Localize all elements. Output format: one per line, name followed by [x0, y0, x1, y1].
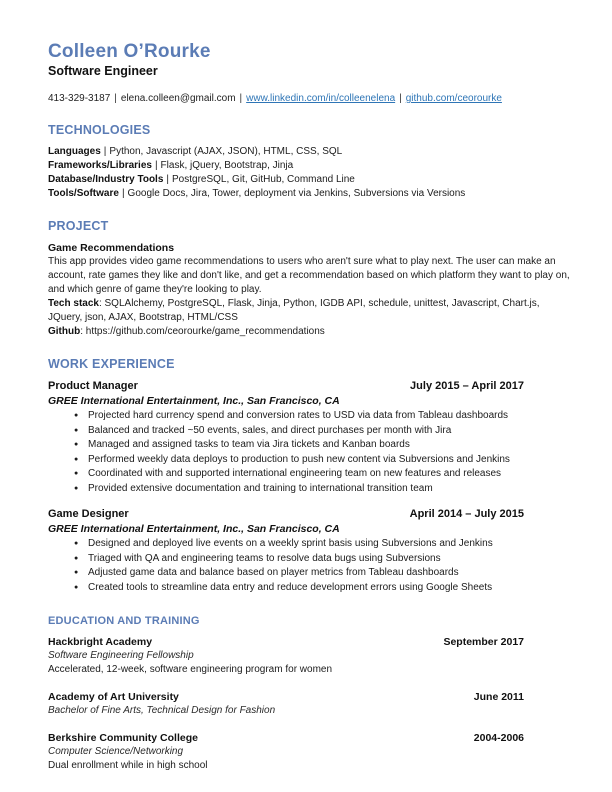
contact-separator: |: [399, 93, 402, 104]
tech-row-value: Flask, jQuery, Bootstrap, Jinja: [160, 160, 294, 171]
education-program: Bachelor of Fine Arts, Technical Design for Fashion: [48, 705, 276, 716]
tech-row-value: Google Docs, Jira, Tower, deployment via Jenkins, Subversions via Versions: [127, 188, 466, 199]
tech-row-separator: |: [121, 188, 125, 199]
tech-row: [48, 187, 570, 201]
education-detail: Dual enrollment while in high school: [48, 760, 208, 771]
education-program: Software Engineering Fellowship: [48, 650, 194, 661]
github-url-text: https://github.com/ceorourke/game_recommendations: [85, 326, 325, 337]
header: [48, 40, 570, 105]
tech-row-separator: |: [166, 174, 170, 185]
job-bullet: ● Managed and assigned tasks to team via Jira tickets and Kanban boards: [48, 438, 570, 453]
job-bullet: ● Created tools to streamline data entry and reduce development errors using Google Sheets: [48, 581, 570, 596]
education-program: Computer Science/Networking: [48, 746, 184, 757]
project-name: Game Recommendations: [48, 242, 175, 254]
tech-row-label: Languages: [48, 146, 101, 157]
job-bullet: ● Coordinated with and supported international engineering team on new features and releases: [48, 467, 570, 482]
job-bullet-list: [48, 409, 570, 496]
section-heading-work-experience: WORK EXPERIENCE: [48, 357, 175, 371]
school-name: Academy of Art University: [48, 691, 179, 703]
school-name: Berkshire Community College: [48, 732, 198, 744]
section-heading-project: PROJECT: [48, 219, 109, 233]
contact-separator: |: [239, 93, 243, 104]
person-name: Colleen O’Rourke: [48, 41, 211, 62]
job-bullet: ● Triaged with QA and engineering teams to resolve data bugs using Subversions: [48, 552, 570, 567]
tech-row: [48, 145, 570, 159]
project-description: This app provides video game recommendations to users who aren't sure what to play next. The user can make an account, rate games they like and don't like, and get a recommendation based on which platform they want to play on, and which genre of game they're looking to play.: [48, 256, 570, 295]
tech-row-value: Python, Javascript (AJAX, JSON), HTML, CSS, SQL: [109, 146, 343, 157]
job-bullet: ● Provided extensive documentation and training to international transition team: [48, 482, 570, 497]
tech-row-value: PostgreSQL, Git, GitHub, Command Line: [172, 174, 355, 185]
job-entry: [48, 379, 570, 496]
job-company: GREE International Entertainment, Inc., San Francisco, CA: [48, 395, 340, 407]
job-bullet: ● Adjusted game data and balance based on player metrics from Tableau dashboards: [48, 566, 570, 581]
education-header: [48, 690, 570, 704]
job-company: GREE International Entertainment, Inc., San Francisco, CA: [48, 523, 340, 535]
github-label: Github: [48, 326, 81, 337]
tech-row-label: Tools/Software: [48, 188, 119, 199]
tech-row: [48, 159, 570, 173]
education-entry: [48, 731, 570, 773]
job-title: Game Designer: [48, 508, 129, 520]
tech-row-label: Database/Industry Tools: [48, 174, 164, 185]
job-bullet: ● Performed weekly data deploys to production to push new content via Subversions and Jenkins: [48, 453, 570, 468]
github-line: [48, 325, 570, 339]
tech-row-separator: |: [103, 146, 107, 157]
tech-stack-label: Tech stack: [48, 298, 99, 309]
tech-row-separator: |: [154, 160, 158, 171]
education-entry: [48, 635, 570, 677]
tech-row-label: Frameworks/Libraries: [48, 160, 152, 171]
technologies-list: [48, 145, 570, 201]
tech-stack-line: [48, 297, 570, 325]
job-dates: July 2015 – April 2017: [410, 380, 524, 392]
education-header: [48, 731, 570, 745]
job-header: [48, 507, 570, 522]
project-entry: [48, 241, 570, 339]
github-link[interactable]: github.com/ceorourke: [405, 93, 502, 104]
colon: :: [80, 326, 83, 337]
job-dates: April 2014 – July 2015: [409, 508, 524, 520]
phone-text: 413-329-3187: [48, 93, 111, 104]
job-header: [48, 379, 570, 394]
school-name: Hackbright Academy: [48, 636, 153, 648]
job-bullet: ● Projected hard currency spend and conversion rates to USD via data from Tableau dashboards: [48, 409, 570, 424]
education-header: [48, 635, 570, 649]
job-bullet: ● Designed and deployed live events on a weekly sprint basis using Subversions and Jenkins: [48, 537, 570, 552]
contact-line: [48, 92, 570, 105]
person-job-title: Software Engineer: [48, 64, 158, 78]
education-detail: Accelerated, 12-week, software engineering program for women: [48, 664, 333, 675]
tech-stack-value: SQLAlchemy, PostgreSQL, Flask, Jinja, Python, IGDB API, schedule, unittest, Javascript, Chart.js, JQuery, json, AJAX, Bootstrap, HTML/CSS: [48, 298, 540, 323]
education-entry: [48, 690, 570, 718]
contact-separator: |: [114, 93, 117, 104]
job-title: Product Manager: [48, 380, 138, 392]
education-dates: September 2017: [443, 636, 524, 648]
job-entry: [48, 507, 570, 595]
email-text: elena.colleen@gmail.com: [120, 93, 236, 104]
tech-row: [48, 173, 570, 187]
education-dates: 2004-2006: [473, 732, 524, 744]
section-heading-education: EDUCATION AND TRAINING: [48, 615, 200, 627]
colon: :: [98, 298, 102, 309]
job-bullet-list: [48, 537, 570, 595]
education-dates: June 2011: [473, 691, 524, 703]
section-heading-technologies: TECHNOLOGIES: [48, 123, 151, 137]
linkedin-link[interactable]: www.linkedin.com/in/colleenelena: [246, 93, 396, 104]
job-bullet: ● Balanced and tracked ~50 events, sales, and direct purchases per month with Jira: [48, 424, 570, 439]
